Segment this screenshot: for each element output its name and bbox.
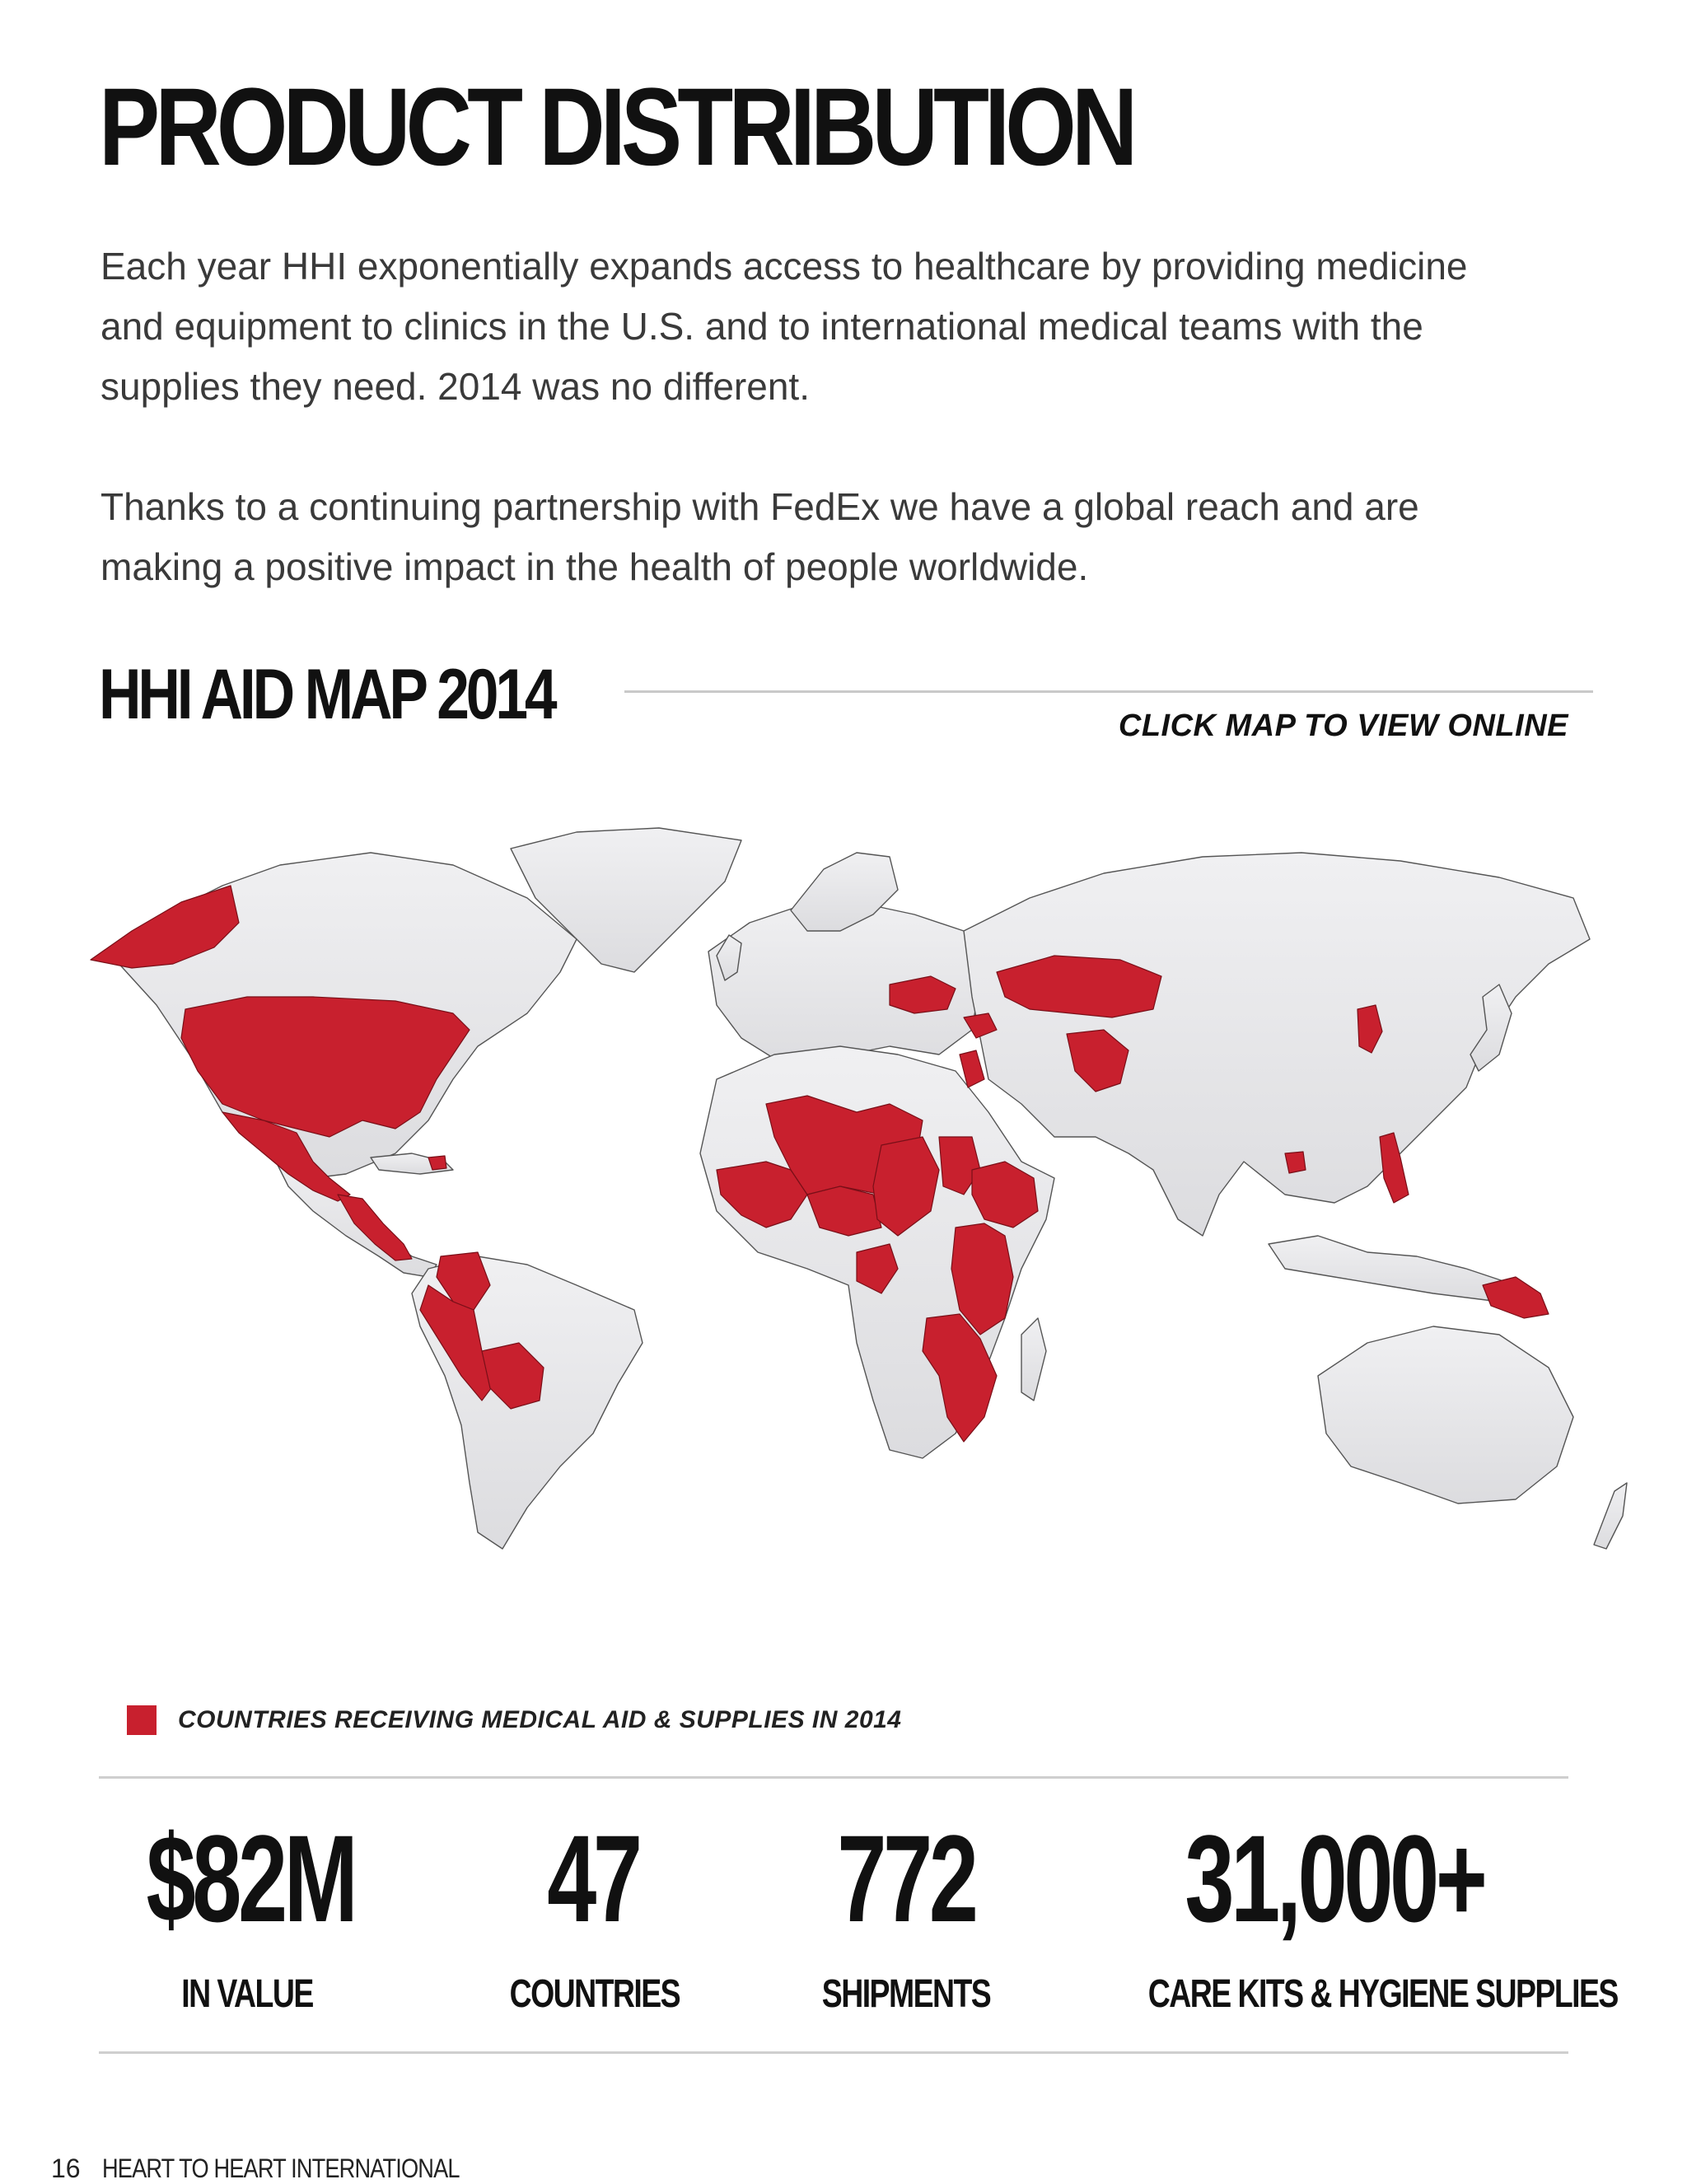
stat-care-kits bbox=[1096, 1809, 1618, 2017]
stats-bottom-divider bbox=[99, 2051, 1568, 2054]
page-title: PRODUCT DISTRIBUTION bbox=[99, 66, 1133, 189]
stat-label: COUNTRIES bbox=[509, 1972, 680, 2016]
stat-value-total bbox=[107, 1809, 387, 2017]
aid-world-map[interactable] bbox=[66, 807, 1631, 1590]
stat-number: 772 bbox=[837, 1809, 975, 1948]
map-legend bbox=[127, 1705, 902, 1735]
stat-number: $82M bbox=[146, 1809, 355, 1948]
new-zealand-landmass bbox=[1594, 1483, 1627, 1549]
legend-label: COUNTRIES RECEIVING MEDICAL AID & SUPPLIES IN 2014 bbox=[178, 1706, 902, 1733]
page-number: 16 bbox=[51, 2154, 81, 2183]
legend-swatch bbox=[127, 1705, 157, 1735]
stat-label: CARE KITS & HYGIENE SUPPLIES bbox=[1147, 1972, 1618, 2016]
stat-label: IN VALUE bbox=[181, 1972, 313, 2016]
publication-name: HEART TO HEART INTERNATIONAL bbox=[101, 2154, 460, 2183]
papua-new-guinea-region bbox=[1483, 1277, 1549, 1318]
world-map-svg[interactable] bbox=[66, 807, 1631, 1590]
australia-landmass bbox=[1318, 1326, 1573, 1504]
stat-number: 31,000+ bbox=[1185, 1809, 1484, 1948]
cambodia-region bbox=[1285, 1152, 1306, 1173]
madagascar-landmass bbox=[1021, 1318, 1046, 1401]
indonesia-islands bbox=[1269, 1236, 1516, 1302]
intro-paragraph-1: Each year HHI exponentially expands access to healthcare by providing medicine and equipment to clinics in the U.S. and to international medical teams with the supplies they need. 2014 was no different. bbox=[100, 245, 1468, 408]
stat-shipments bbox=[791, 1809, 1021, 2017]
stat-label: SHIPMENTS bbox=[821, 1972, 991, 2016]
stat-number: 47 bbox=[547, 1809, 639, 1948]
stats-top-divider bbox=[99, 1776, 1568, 1779]
stat-countries bbox=[486, 1809, 700, 2017]
page-footer bbox=[51, 2154, 522, 2184]
view-map-online-link[interactable]: CLICK MAP TO VIEW ONLINE bbox=[1118, 709, 1568, 743]
map-section-title: HHI AID MAP 2014 bbox=[99, 655, 554, 734]
intro-paragraph-2: Thanks to a continuing partnership with FedEx we have a global reach and are making a positive impact in the health of people worldwide. bbox=[100, 485, 1419, 588]
section-divider bbox=[624, 690, 1593, 693]
